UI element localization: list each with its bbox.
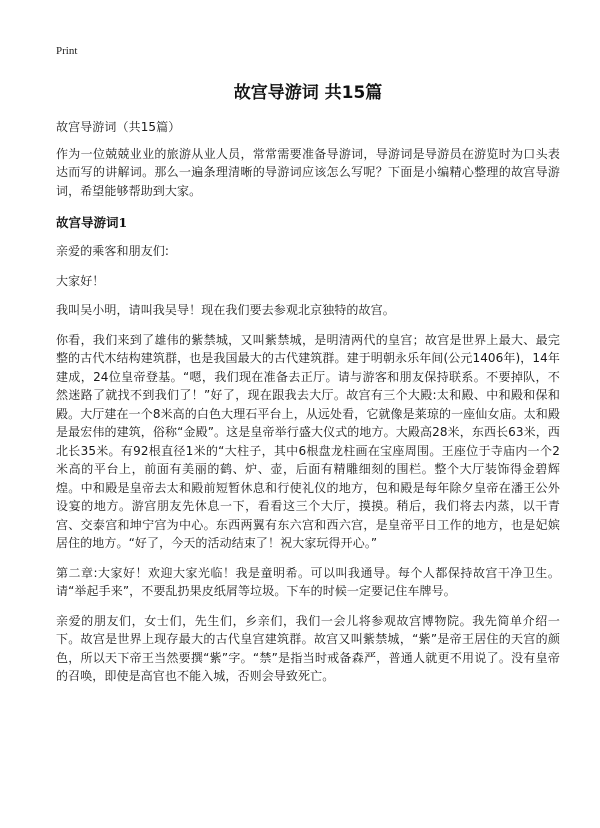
intro-paragraph: 作为一位兢兢业业的旅游从业人员，常常需要准备导游词，导游词是导游员在游览时为口头表达而写的讲解词。那么一遍条理清晰的导游词应该怎么写呢？下面是小编精心整理的故宫导游词，希望能够帮助到大家。 [56,146,560,198]
page-title: 故宫导游词 共15篇 [233,83,383,103]
museum-intro-paragraph: 亲爱的朋友们，女士们，先生们，乡亲们，我们一会儿将参观故宫博物院。我先简单介绍一下。故宫是世界上现存最大的古代皇宫建筑群。故宫又叫紫禁城，“紫”是帝王居住的天宫的颜色，所以天下帝王当然要撰“紫”字。“禁”是指当时戒备森严，普通人就更不用说了。没有皇帝的召唤，即使是高官也不能入城，否则会导致死亡。 [56,613,560,683]
tour-body-paragraph: 你看，我们来到了雄伟的紫禁城，又叫紫禁城，是明清两代的皇宫；故宫是世界上最大、最完整的古代木结构建筑群，也是我国最大的古代建筑群。建于明朝永乐年间(公元1406年)，14年建成，24位皇帝登基。“嗯，我们现在准备去正厅。请与游客和朋友保持联系。不要掉队，不然迷路了就找不到我们了！”好了，现在跟我去大厅。故宫有三个大殿:太和殿、中和殿和保和殿。大厅建在一个8米高的白色大理石平台上，从远处看，它就像是莱琼的一座仙女庙。太和殿是最宏伟的建筑，俗称“金殿”。这是皇帝举行盛大仪式的地方。大殿高28米，东西长63米，西北长35米。有92根直径1米的“大柱子，其中6根盘龙柱画在宝座周围。王座位于寺庙内一个2米高的平台上，前面有美丽的鹤、炉、壶，后面有精雕细刻的围栏。整个大厅装饰得金碧辉煌。中和殿是皇帝去太和殿前短暂休息和行使礼仪的地方，包和殿是每年除夕皇帝在潘王公外设宴的地方。游宫朋友先休息一下，看看这三个大厅，摸摸。稍后，我们将去内蒸，以干青宫、交泰宫和坤宁宫为中心。东西两翼有东六宫和西六宫，是皇帝平日工作的地方，也是妃嫔居住的地方。“好了，今天的活动结束了！祝大家玩得开心。” [56,332,560,550]
chapter-two-paragraph: 第二章:大家好！欢迎大家光临！我是童明希。可以叫我通导。每个人都保持故宫干净卫生。请“举起手来”，不要乱扔果皮纸屑等垃圾。下车的时候一定要记住车牌号。 [56,565,560,598]
section-heading: 故宫导游词1 [56,215,128,230]
introduce-paragraph: 我叫吴小明，请叫我吴导！现在我们要去参观北京独特的故宫。 [56,303,395,317]
hello-paragraph: 大家好！ [56,273,105,288]
greeting-paragraph: 亲爱的乘客和朋友们: [56,244,170,258]
document-subtitle: 故宫导游词（共15篇） [56,120,181,134]
print-link[interactable]: Print [56,45,78,57]
